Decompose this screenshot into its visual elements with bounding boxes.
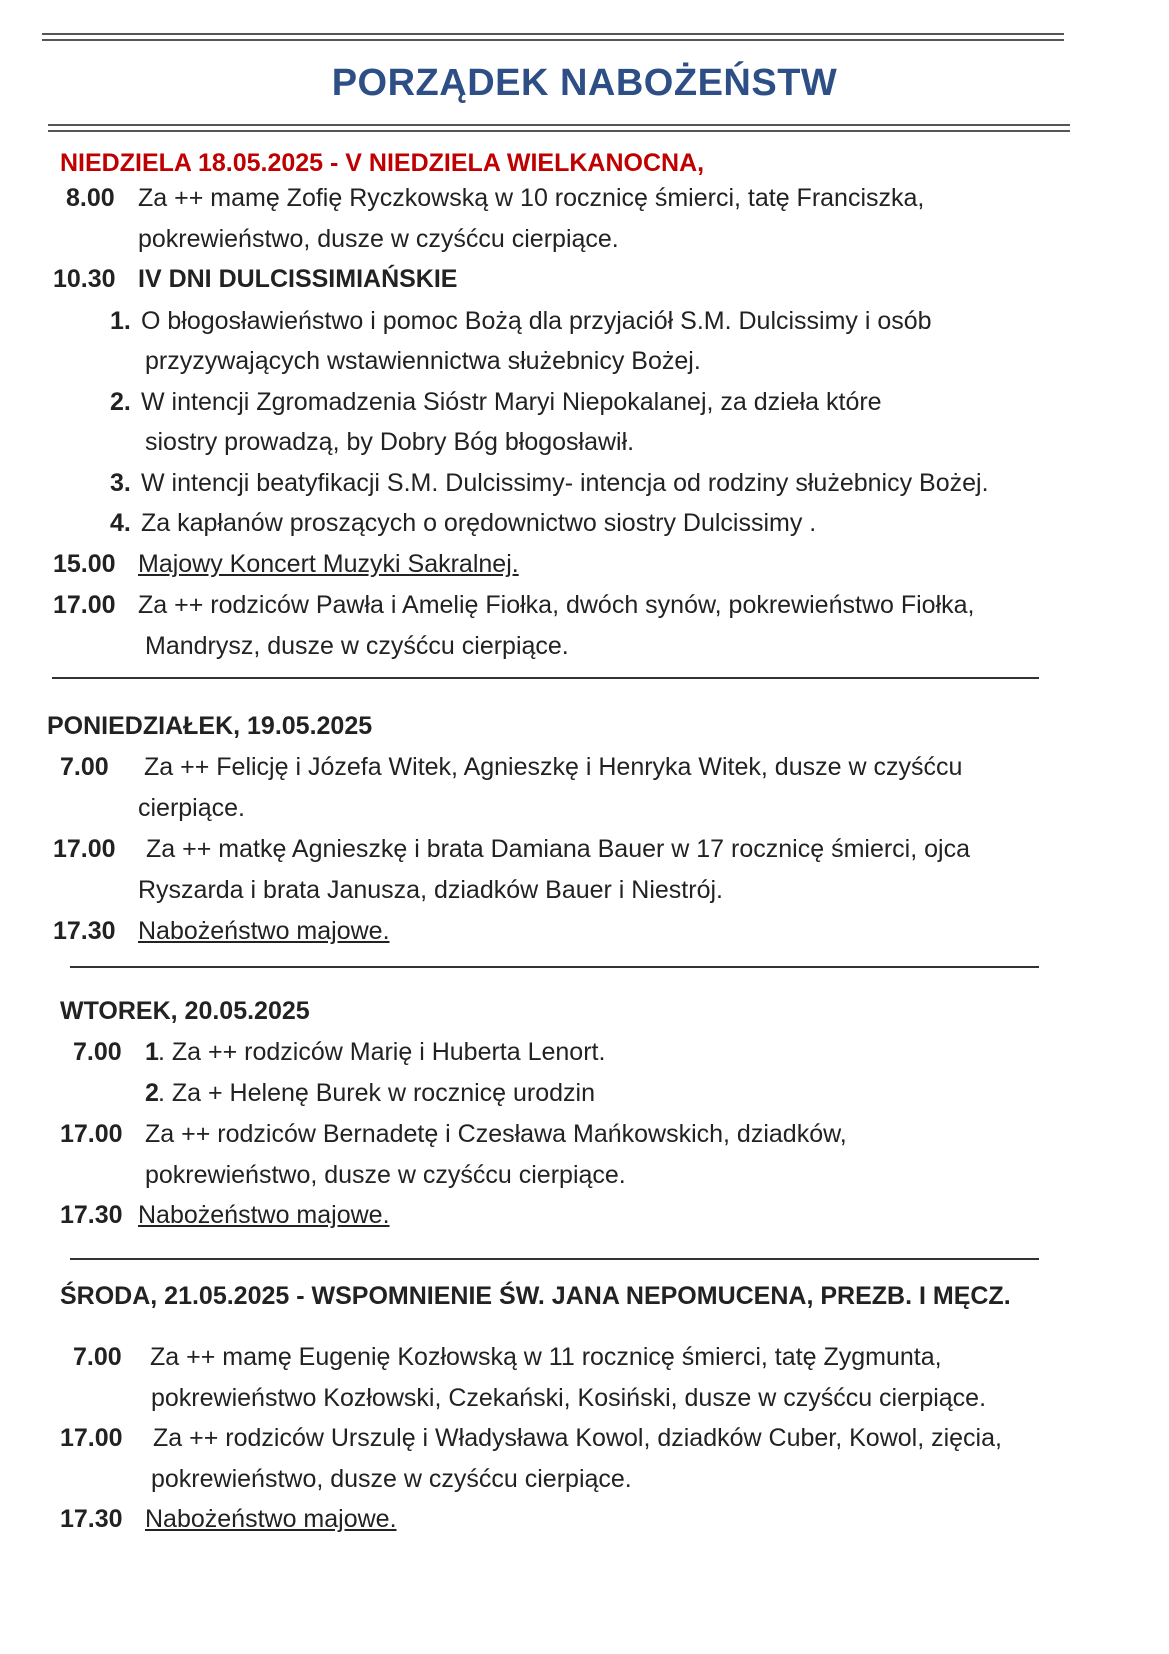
entry-text: Za ++ mamę Eugenię Kozłowską w 11 rocznicę śmierci, tatę Zygmunta, (150, 1343, 942, 1371)
entry-heading: IV DNI DULCISSIMIAŃSKIE (138, 265, 458, 293)
intention-number: 4. (110, 509, 131, 537)
intention-text-cont: siostry prowadzą, by Dobry Bóg błogosławił. (145, 428, 635, 456)
intention-text: O błogosławieństwo i pomoc Bożą dla przyjaciół S.M. Dulcissimy i osób (141, 307, 932, 335)
entry-time: 7.00 (60, 753, 109, 781)
intention-number: 3. (110, 469, 131, 497)
section-divider (70, 966, 1039, 968)
day-heading-monday: PONIEDZIAŁEK, 19.05.2025 (47, 712, 373, 740)
intention-number: 2 (145, 1079, 159, 1107)
entry-text: Nabożeństwo majowe. (145, 1505, 397, 1533)
entry-text-cont: pokrewieństwo, dusze w czyśćcu cierpiące. (151, 1465, 632, 1493)
entry-text-cont: Mandrysz, dusze w czyśćcu cierpiące. (145, 632, 569, 660)
entry-text: Majowy Koncert Muzyki Sakralnej. (138, 550, 519, 578)
entry-text: Nabożeństwo majowe. (138, 1201, 390, 1229)
entry-text: Za ++ mamę Zofię Ryczkowską w 10 rocznicę śmierci, tatę Franciszka, (138, 184, 925, 212)
entry-text: Za ++ rodziców Urszulę i Władysława Kowol, dziadków Cuber, Kowol, zięcia, (153, 1424, 1002, 1452)
entry-time: 17.00 (53, 591, 116, 619)
title-double-rule (48, 124, 1070, 126)
entry-time: 10.30 (53, 265, 116, 293)
section-divider (70, 1258, 1039, 1260)
intention-number: 1. (110, 307, 131, 335)
entry-text-cont: pokrewieństwo Kozłowski, Czekański, Kosiński, dusze w czyśćcu cierpiące. (151, 1384, 987, 1412)
intention-text: . Za ++ rodziców Marię i Huberta Lenort. (158, 1038, 606, 1066)
intention-text: W intencji beatyfikacji S.M. Dulcissimy- intencja od rodziny służebnicy Bożej. (141, 469, 989, 497)
day-heading-sunday: NIEDZIELA 18.05.2025 - V NIEDZIELA WIELKANOCNA, (60, 149, 705, 177)
entry-text: Za ++ Felicję i Józefa Witek, Agnieszkę i Henryka Witek, dusze w czyśćcu (144, 753, 963, 781)
entry-text-cont: Ryszarda i brata Janusza, dziadków Bauer i Niestrój. (138, 876, 723, 904)
entry-text-cont: pokrewieństwo, dusze w czyśćcu cierpiące. (145, 1161, 626, 1189)
page-title: PORZĄDEK NABOŻEŃSTW (331, 62, 838, 104)
entry-time: 17.30 (53, 917, 116, 945)
intention-text: . Za + Helenę Burek w rocznicę urodzin (158, 1079, 596, 1107)
entry-time: 17.00 (60, 1120, 123, 1148)
day-heading-tuesday: WTOREK, 20.05.2025 (60, 997, 310, 1025)
entry-text: Nabożeństwo majowe. (138, 917, 390, 945)
entry-text: Za ++ rodziców Pawła i Amelię Fiołka, dwóch synów, pokrewieństwo Fiołka, (138, 591, 975, 619)
intention-number: 1 (145, 1038, 159, 1066)
entry-time: 8.00 (66, 184, 115, 212)
entry-time: 7.00 (73, 1343, 122, 1371)
intention-text-cont: przyzywających wstawiennictwa służebnicy Bożej. (145, 347, 701, 375)
intention-number: 2. (110, 388, 131, 416)
day-heading-wednesday: ŚRODA, 21.05.2025 - WSPOMNIENIE ŚW. JANA NEPOMUCENA, PREZB. I MĘCZ. (60, 1282, 1011, 1310)
entry-text-cont: pokrewieństwo, dusze w czyśćcu cierpiące. (138, 225, 619, 253)
section-divider (52, 677, 1039, 679)
entry-time: 15.00 (53, 550, 116, 578)
entry-time: 7.00 (73, 1038, 122, 1066)
entry-time: 17.00 (53, 835, 116, 863)
top-double-rule (42, 33, 1064, 35)
entry-text: Za ++ matkę Agnieszkę i brata Damiana Bauer w 17 rocznicę śmierci, ojca (146, 835, 970, 863)
intention-text: W intencji Zgromadzenia Sióstr Maryi Niepokalanej, za dzieła które (141, 388, 882, 416)
entry-time: 17.00 (60, 1424, 123, 1452)
entry-time: 17.30 (60, 1201, 123, 1229)
entry-text-cont: cierpiące. (138, 794, 245, 822)
entry-time: 17.30 (60, 1505, 123, 1533)
intention-text: Za kapłanów proszących o orędownictwo siostry Dulcissimy . (141, 509, 817, 537)
entry-text: Za ++ rodziców Bernadetę i Czesława Mańkowskich, dziadków, (145, 1120, 847, 1148)
